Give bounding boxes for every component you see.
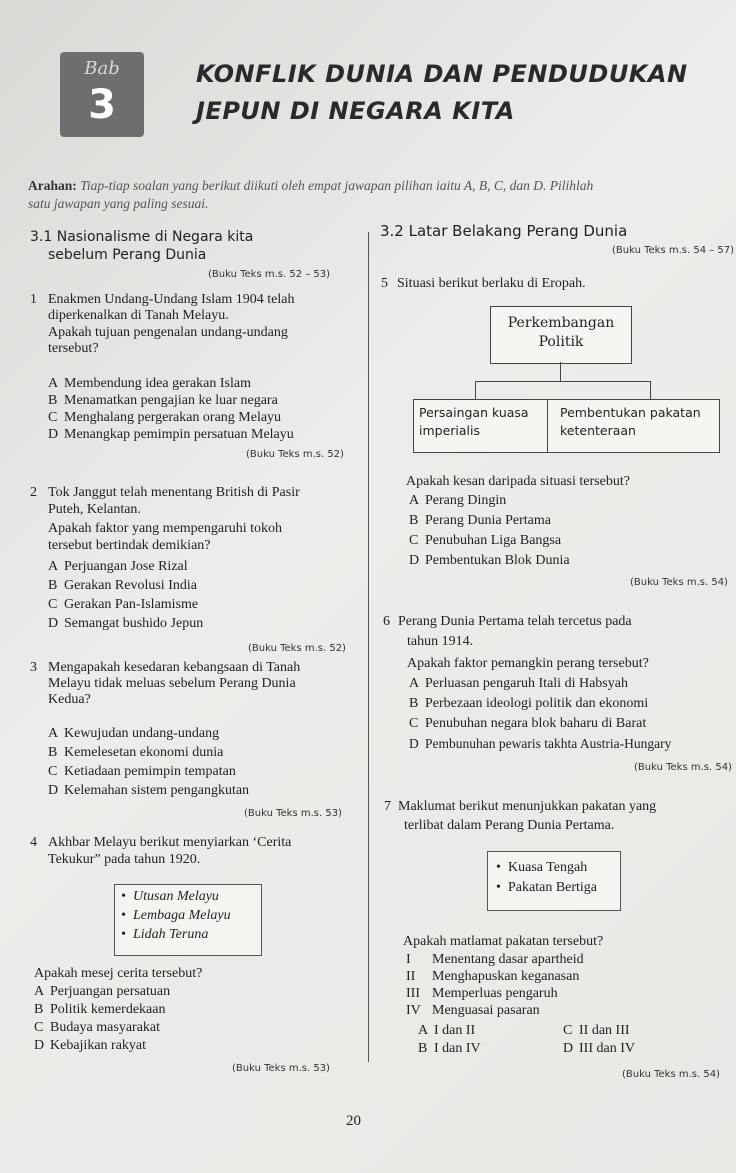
column-divider bbox=[368, 232, 369, 1062]
q5-question: Apakah kesan daripada situasi tersebut? bbox=[406, 474, 630, 489]
q4-ref: (Buku Teks m.s. 53) bbox=[232, 1063, 330, 1074]
q2-option-b: B Gerakan Revolusi India bbox=[48, 578, 197, 593]
q1-option-a: A Membendung idea gerakan Islam bbox=[48, 376, 251, 391]
q2-line4: tersebut bertindak demikian? bbox=[48, 538, 211, 553]
q5-diagram-top-line1: Perkembangan bbox=[507, 315, 615, 331]
q1-option-c: C Menghalang pergerakan orang Melayu bbox=[48, 410, 282, 425]
q7-statement-1: I Menentang dasar apartheid bbox=[406, 952, 584, 967]
instructions-text1: Tiap-tiap soalan yang berikut diikuti oleh empat jawapan pilihan iaitu A, B, C, dan D. Pilihlah bbox=[76, 178, 594, 193]
section2-ref: (Buku Teks m.s. 54 – 57) bbox=[612, 245, 735, 256]
chapter-bab-label: Bab bbox=[84, 58, 120, 79]
q4-line2: Tekukur” pada tahun 1920. bbox=[48, 852, 201, 867]
q4-option-c: C Budaya masyarakat bbox=[34, 1020, 161, 1035]
q5-intro: Situasi berikut berlaku di Eropah. bbox=[397, 276, 586, 291]
q4-option-a: A Perjuangan persatuan bbox=[34, 984, 171, 999]
q6-number: 6 bbox=[383, 614, 390, 629]
chapter-badge bbox=[60, 52, 144, 137]
q6-line2: tahun 1914. bbox=[407, 634, 474, 649]
instructions-text2: satu jawapan yang paling sesuai. bbox=[28, 196, 209, 211]
q6-option-b: B Perbezaan ideologi politik dan ekonomi bbox=[409, 696, 649, 711]
q4-option-d: D Kebajikan rakyat bbox=[34, 1038, 147, 1053]
q5-option-b: B Perang Dunia Pertama bbox=[409, 513, 551, 528]
chapter-title-line2: JEPUN DI NEGARA KITA bbox=[196, 97, 515, 125]
q3-line1: Mengapakah kesedaran kebangsaan di Tanah bbox=[48, 660, 301, 675]
q6-ref: (Buku Teks m.s. 54) bbox=[634, 762, 732, 773]
q7-statement-4: IV Menguasai pasaran bbox=[406, 1003, 540, 1018]
q2-option-c: C Gerakan Pan-Islamisme bbox=[48, 597, 199, 612]
chapter-title-line1: KONFLIK DUNIA DAN PENDUDUKAN bbox=[196, 60, 688, 88]
q3-option-b: B Kemelesetan ekonomi dunia bbox=[48, 745, 224, 760]
q5-diagram-right-box bbox=[547, 399, 720, 453]
q3-option-c: C Ketiadaan pemimpin tempatan bbox=[48, 764, 236, 779]
q3-line3: Kedua? bbox=[48, 692, 91, 707]
q4-box-item-3: • Lidah Teruna bbox=[121, 927, 209, 942]
q7-statement-3: III Memperluas pengaruh bbox=[406, 986, 558, 1001]
q2-option-a: A Perjuangan Jose Rizal bbox=[48, 559, 188, 574]
q5-diagram-left-box bbox=[413, 399, 549, 453]
q3-line2: Melayu tidak meluas sebelum Perang Dunia bbox=[48, 676, 296, 691]
q4-question: Apakah mesej cerita tersebut? bbox=[34, 966, 203, 981]
q7-option-d: D III dan IV bbox=[563, 1041, 635, 1056]
q2-line3: Apakah faktor yang mempengaruhi tokoh bbox=[48, 521, 283, 536]
q1-line1: Enakmen Undang-Undang Islam 1904 telah bbox=[48, 292, 295, 307]
q7-statement-2: II Menghapuskan keganasan bbox=[406, 969, 580, 984]
q5-diagram-left-line1: Persaingan kuasa bbox=[419, 405, 529, 420]
q5-diagram-right-line1: Pembentukan pakatan bbox=[560, 405, 701, 420]
q5-ref: (Buku Teks m.s. 54) bbox=[630, 577, 728, 588]
q7-number: 7 bbox=[384, 799, 391, 814]
instructions-line1 bbox=[28, 178, 593, 194]
q5-option-c: C Penubuhan Liga Bangsa bbox=[409, 533, 562, 548]
instructions-line2 bbox=[28, 196, 208, 212]
q7-ref: (Buku Teks m.s. 54) bbox=[622, 1069, 720, 1080]
q7-question: Apakah matlamat pakatan tersebut? bbox=[403, 934, 604, 949]
q7-box-item-1: • Kuasa Tengah bbox=[496, 860, 588, 875]
q5-diagram-top-line2: Politik bbox=[538, 334, 584, 350]
section1-ref: (Buku Teks m.s. 52 – 53) bbox=[208, 269, 331, 280]
q1-line4: tersebut? bbox=[48, 341, 99, 356]
q2-line2: Puteh, Kelantan. bbox=[48, 502, 141, 517]
q1-number: 1 bbox=[30, 292, 37, 307]
q4-box-item-1: • Utusan Melayu bbox=[121, 889, 219, 904]
q4-newspaper-box bbox=[114, 884, 262, 956]
q6-option-d: D Pembunuhan pewaris takhta Austria-Hungary bbox=[409, 736, 672, 751]
q6-line1: Perang Dunia Pertama telah tercetus pada bbox=[398, 614, 632, 629]
q2-number: 2 bbox=[30, 485, 37, 500]
q2-option-d: D Semangat bushido Jepun bbox=[48, 616, 204, 631]
q7-line1: Maklumat berikut menunjukkan pakatan yang bbox=[398, 799, 657, 814]
q5-diagram-connector-vertical bbox=[560, 362, 561, 381]
q4-number: 4 bbox=[30, 835, 37, 850]
q4-line1: Akhbar Melayu berikut menyiarkan ‘Cerita bbox=[48, 835, 292, 850]
q1-line2: diperkenalkan di Tanah Melayu. bbox=[48, 308, 229, 323]
q5-number: 5 bbox=[381, 276, 388, 291]
q5-diagram-right-line2: ketenteraan bbox=[560, 423, 636, 438]
q5-diagram-connector-right bbox=[650, 381, 651, 400]
q7-option-a: A I dan II bbox=[418, 1023, 476, 1038]
q4-option-b: B Politik kemerdekaan bbox=[34, 1002, 166, 1017]
q1-line3: Apakah tujuan pengenalan undang-undang bbox=[48, 325, 288, 340]
q3-ref: (Buku Teks m.s. 53) bbox=[244, 808, 342, 819]
q6-option-a: A Perluasan pengaruh Itali di Habsyah bbox=[409, 676, 628, 691]
q2-line1: Tok Janggut telah menentang British di Pasir bbox=[48, 485, 300, 500]
q3-option-d: D Kelemahan sistem pengangkutan bbox=[48, 783, 250, 798]
instructions-label: Arahan: bbox=[28, 178, 77, 193]
q5-option-a: A Perang Dingin bbox=[409, 493, 507, 508]
q5-diagram-connector-horizontal bbox=[475, 381, 651, 382]
page-number: 20 bbox=[346, 1113, 361, 1129]
q6-line3: Apakah faktor pemangkin perang tersebut? bbox=[407, 656, 649, 671]
q1-option-b: B Menamatkan pengajian ke luar negara bbox=[48, 393, 278, 408]
q5-option-d: D Pembentukan Blok Dunia bbox=[409, 553, 570, 568]
section2-title: 3.2 Latar Belakang Perang Dunia bbox=[380, 222, 628, 240]
q1-ref: (Buku Teks m.s. 52) bbox=[246, 449, 344, 460]
q7-box-item-2: • Pakatan Bertiga bbox=[496, 880, 598, 895]
q5-diagram-left-line2: imperialis bbox=[419, 423, 481, 438]
q7-option-b: B I dan IV bbox=[418, 1041, 481, 1056]
q7-alliance-box bbox=[487, 851, 621, 911]
q7-option-c: C II dan III bbox=[563, 1023, 630, 1038]
q1-option-d: D Menangkap pemimpin persatuan Melayu bbox=[48, 427, 294, 442]
q3-number: 3 bbox=[30, 660, 37, 675]
q7-line2: terlibat dalam Perang Dunia Pertama. bbox=[404, 818, 615, 833]
q3-option-a: A Kewujudan undang-undang bbox=[48, 726, 220, 741]
section1-title-line2: sebelum Perang Dunia bbox=[48, 247, 207, 263]
q2-ref: (Buku Teks m.s. 52) bbox=[248, 643, 346, 654]
q5-diagram-connector-left bbox=[475, 381, 476, 400]
section1-title-line1: 3.1 Nasionalisme di Negara kita bbox=[30, 229, 254, 245]
chapter-number: 3 bbox=[88, 82, 116, 128]
q4-box-item-2: • Lembaga Melayu bbox=[121, 908, 231, 923]
q5-diagram-top-box bbox=[490, 306, 632, 364]
q6-option-c: C Penubuhan negara blok baharu di Barat bbox=[409, 716, 647, 731]
